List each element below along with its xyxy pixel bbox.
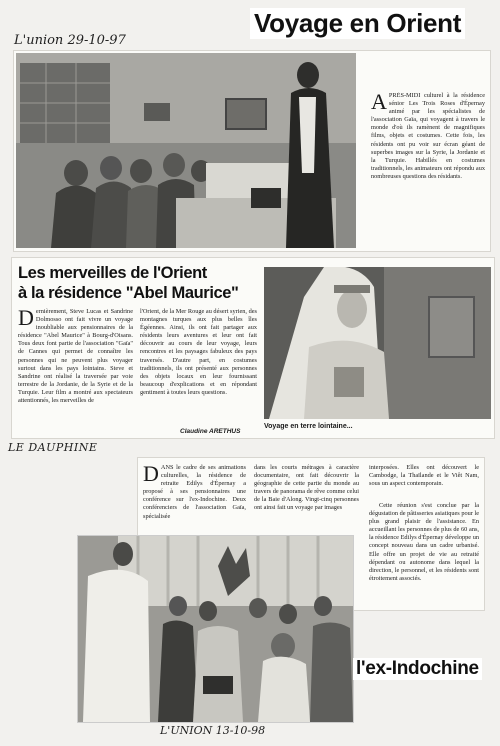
dropcap-d: D bbox=[18, 308, 34, 330]
headline-merveilles-line2: à la résidence "Abel Maurice" bbox=[18, 284, 239, 302]
photo-residents-presentation bbox=[16, 53, 356, 248]
article-3-col-1 bbox=[143, 464, 246, 536]
headline-voyage-en-orient: Voyage en Orient bbox=[250, 8, 465, 39]
article-text: PRÈS-MIDI culturel à la résidence sénior Les Trois Roses d'Épernay animé par les spécialistes de l'association Gaïa, qui voyagent à travers le monde d'où ils ramènent de magnifiques films, objets et costumes. Cette fois, les résidents ont pu voir sur écran géant de superbes images sur la Syrie, la Jordanie et la Turquie. Habillés en costumes traditionnels, les animateurs ont répondu aux nombreuses questions des résidants. bbox=[371, 92, 485, 180]
article-3-col-3a-text: interposées. Elles ont découvert le Cambodge, la Thaïlande et le Viêt Nam, sous un aspect contemporain. bbox=[369, 464, 479, 488]
handwritten-date-3: L'UNION 13-10-98 bbox=[160, 724, 266, 737]
photo-indochine-conference bbox=[78, 536, 353, 722]
article-3-col-1-text: ANS le cadre de ses animations culturelles, la résidence de retraite Edilys d'Épernay a proposé à ses pensionnaires une conférence sur l'ex-Indochine. Deux conférenciers de l'association Gaïa, spécialisée bbox=[143, 464, 246, 520]
dropcap-a: A bbox=[371, 92, 387, 114]
article-3-col-3a bbox=[369, 464, 479, 498]
article-col-2-text: l'Orient, de la Mer Rouge au désert syrien, des montagnes turques aux plus belles îles Égéennes. Ainsi, ils ont fait partager aux résidents leurs aventures et leur ont fait découvrir au cours de leur voyage, leurs rencontres et les paysages fabuleux des pays traversés. D'autre part, en costumes traditionnels, ils ont présenté aux personnes des objets locaux en leur fournissant beaucoup d'explications et en répondant gentiment à toutes leurs questions. bbox=[140, 308, 257, 396]
handwritten-date-1: L'union 29-10-97 bbox=[14, 33, 126, 48]
article-col-1 bbox=[18, 308, 133, 434]
headline-merveilles-line1: Les merveilles de l'Orient bbox=[18, 264, 207, 282]
article-col-1-text: ernièrement, Steve Lucas et Sandrine Dolmosso ont fait vivre un voyage inoubliable aux pensionnaires de la résidence "Abel Maurice" à Bourg-d'Oisans. Tous deux font partie de l'association "Gaïa" de Cannes qui permet de connaître les personnes qui ne peuvent plus voyager surtout dans les pays lointains. Steve et Sandrine ont réalisé la traversée par voie terrestre de la Jordanie, de la Syrie et de la Turquie. Leur film a montré aux spectateurs attentionnés, les merveilles de bbox=[18, 308, 133, 405]
photo-caption: Voyage en terre lointaine... bbox=[264, 423, 353, 430]
article-col-2 bbox=[140, 308, 257, 426]
byline: Claudine ARETHUS bbox=[180, 428, 241, 435]
headline-ex-indochine: l'ex-Indochine bbox=[353, 658, 482, 680]
article-3-col-2 bbox=[254, 464, 359, 528]
dropcap-d-2: D bbox=[143, 464, 159, 486]
photo-woman-in-costume bbox=[264, 267, 491, 419]
article-voyage-en-orient bbox=[371, 92, 485, 214]
article-3-col-3b-text: Cette réunion s'est conclue par la dégustation de pâtisseries asiatiques pour le plus grand plaisir de l'assistance. En accueillant les personnes de plus de 60 ans, la résidence Edilys d'Épernay développe un concept nouveau dans un cadre urbanisé. Elle offre un projet de vie au retraité dépendant ou autonome dans lequel la direction, le personnel, et les résidents sont étroitement associés. bbox=[369, 502, 479, 582]
article-3-col-2-text: dans les courts métrages à caractère documentaire, ont fait découvrir la géographie de cette partie du monde au travers de panorama de rêve comme celui de la Baie d'Along. Vingt-cinq personnes ont ainsi fait un voyage par images bbox=[254, 464, 359, 512]
article-3-col-3b bbox=[369, 502, 479, 608]
handwritten-source-2: LE DAUPHINE bbox=[8, 441, 98, 454]
